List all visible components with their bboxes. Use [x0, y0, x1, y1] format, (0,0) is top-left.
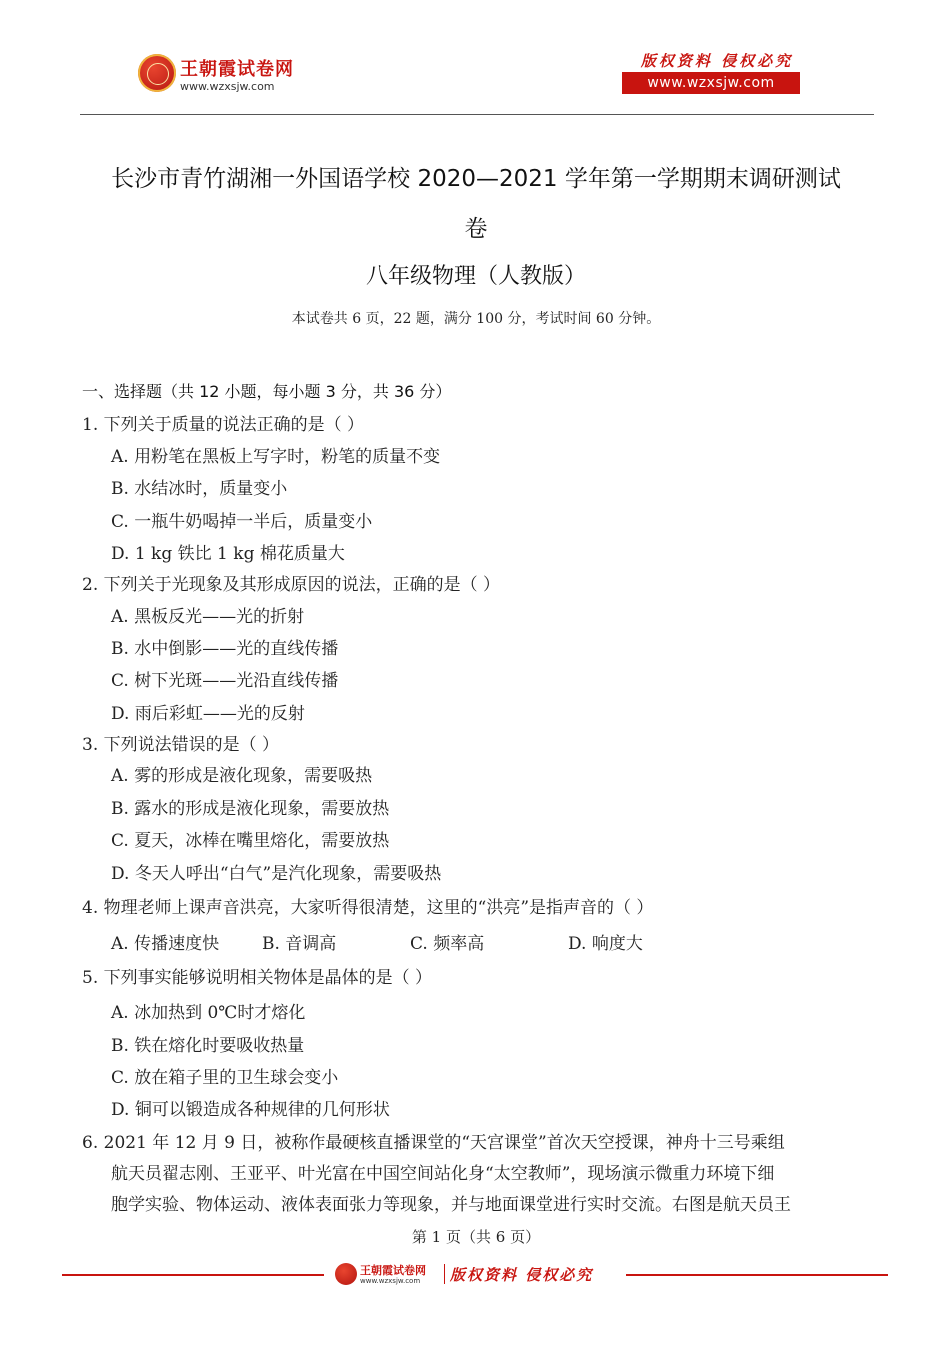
question-1-option-c: C. 一瓶牛奶喝掉一半后，质量变小: [111, 512, 373, 532]
question-3-stem: 3. 下列说法错误的是（ ）: [82, 735, 280, 755]
rights-url[interactable]: www.wzxsjw.com: [622, 72, 800, 94]
exam-info: 本试卷共 6 页，22 题，满分 100 分，考试时间 60 分钟。: [291, 311, 661, 327]
question-5-stem: 5. 下列事实能够说明相关物体是晶体的是（ ）: [82, 968, 433, 988]
exam-subtitle: 八年级物理（人教版）: [365, 264, 586, 289]
question-6-line-2: 航天员翟志刚、王亚平、叶光富在中国空间站化身“太空教师”，现场演示微重力环境下细: [111, 1164, 775, 1184]
question-4-stem: 4. 物理老师上课声音洪亮，大家听得很清楚，这里的“洪亮”是指声音的（ ）: [82, 898, 654, 918]
footer-banner: [62, 1260, 888, 1290]
seal-icon: [138, 54, 176, 92]
question-1-option-b: B. 水结冰时，质量变小: [111, 479, 288, 499]
question-2-stem: 2. 下列关于光现象及其形成原因的说法，正确的是（ ）: [82, 575, 501, 595]
question-6-line-3: 胞学实验、物体运动、液体表面张力等现象，并与地面课堂进行实时交流。右图是航天员王: [111, 1195, 791, 1215]
footer-rights-text: 版权资料 侵权必究: [450, 1266, 594, 1284]
question-4-option-d: D. 响度大: [568, 934, 643, 954]
rights-text: 版权资料 侵权必究: [640, 52, 794, 70]
logo-title: 王朝霞试卷网: [180, 59, 294, 80]
question-3-option-b: B. 露水的形成是液化现象，需要放热: [111, 799, 390, 819]
question-3-option-a: A. 雾的形成是液化现象，需要吸热: [111, 766, 373, 786]
section-heading: 一、选择题（共 12 小题，每小题 3 分，共 36 分）: [82, 382, 452, 401]
page-number: 第 1 页（共 6 页）: [411, 1228, 541, 1246]
rights-banner: [630, 48, 804, 96]
site-logo: [138, 50, 318, 98]
header-divider: [80, 114, 874, 115]
logo-url: www.wzxsjw.com: [180, 80, 275, 93]
question-6-stem: 6. 2021 年 12 月 9 日，被称作最硬核直播课堂的“天宫课堂”首次天空授课，神舟十三号乘组: [82, 1133, 785, 1153]
question-4-option-c: C. 频率高: [410, 934, 485, 954]
question-4-option-a: A. 传播速度快: [111, 934, 220, 954]
question-5-option-c: C. 放在箱子里的卫生球会变小: [111, 1068, 339, 1088]
question-2-option-b: B. 水中倒影——光的直线传播: [111, 639, 339, 659]
question-1-stem: 1. 下列关于质量的说法正确的是（ ）: [82, 415, 365, 435]
question-2-option-c: C. 树下光斑——光沿直线传播: [111, 671, 339, 691]
footer-divider-left: [62, 1274, 324, 1276]
question-2-option-a: A. 黑板反光——光的折射: [111, 607, 305, 627]
question-5-option-d: D. 铜可以锻造成各种规律的几何形状: [111, 1100, 390, 1120]
exam-title-line2: 卷: [464, 216, 488, 242]
question-3-option-d: D. 冬天人呼出“白气”是汽化现象，需要吸热: [111, 864, 442, 884]
footer-logo-title: 王朝霞试卷网: [360, 1264, 426, 1277]
exam-title-line1: 长沙市青竹湖湘一外国语学校 2020—2021 学年第一学期期末调研测试: [111, 166, 841, 192]
question-2-option-d: D. 雨后彩虹——光的反射: [111, 704, 305, 724]
footer-seal-icon: [335, 1263, 357, 1285]
footer-divider-right: [626, 1274, 888, 1276]
footer-separator: [444, 1264, 445, 1284]
question-5-option-a: A. 冰加热到 0℃时才熔化: [111, 1003, 306, 1023]
footer-logo-url[interactable]: www.wzxsjw.com: [360, 1277, 421, 1285]
question-3-option-c: C. 夏天，冰棒在嘴里熔化，需要放热: [111, 831, 390, 851]
question-1-option-d: D. 1 kg 铁比 1 kg 棉花质量大: [111, 544, 345, 564]
question-5-option-b: B. 铁在熔化时要吸收热量: [111, 1036, 305, 1056]
question-4-option-b: B. 音调高: [262, 934, 337, 954]
question-1-option-a: A. 用粉笔在黑板上写字时，粉笔的质量不变: [111, 447, 441, 467]
